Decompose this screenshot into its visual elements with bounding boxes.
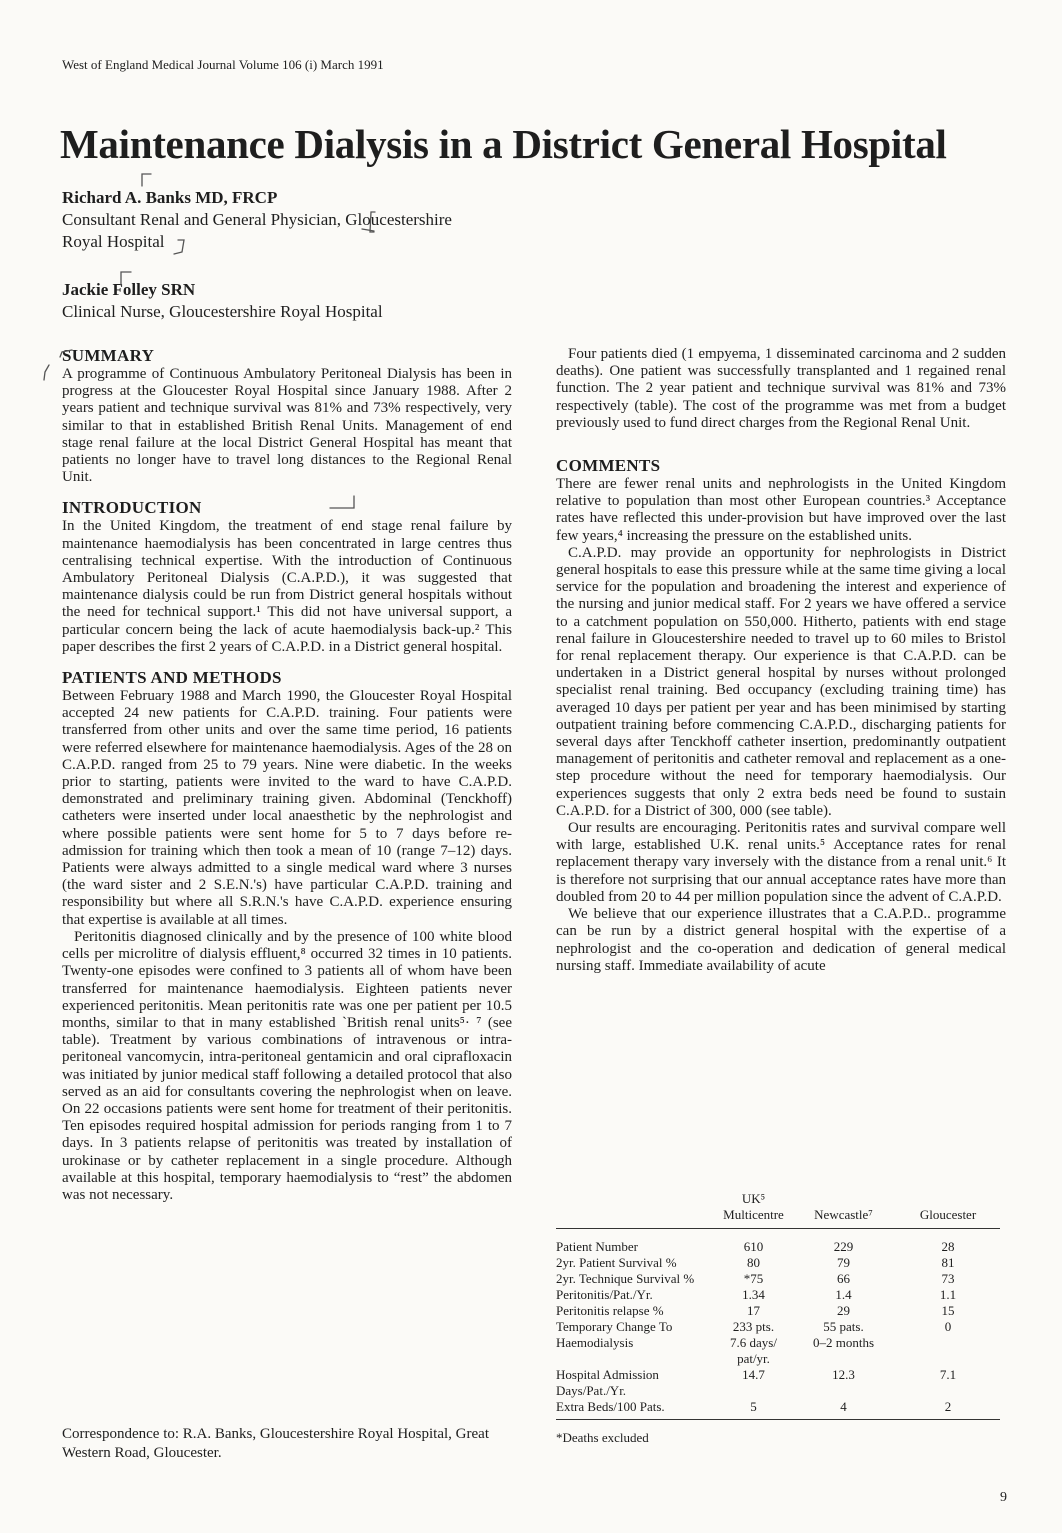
table-cell: 73: [941, 1271, 955, 1286]
author-block-2: [62, 279, 532, 323]
table-row: [556, 1229, 1000, 1256]
table-cell: 610: [743, 1239, 764, 1254]
author-affiliation-continued: Royal Hospital: [62, 232, 165, 251]
table-cell: 229: [833, 1239, 854, 1254]
table-header-row: [556, 1190, 1000, 1229]
table-cell: 1.34: [742, 1287, 765, 1302]
table-row: [556, 1367, 1000, 1399]
table-cell: 7.1: [939, 1367, 957, 1382]
author-block-1: [62, 187, 532, 253]
results-paragraph: Four patients died (1 empyema, 1 disseminated carcinoma and 2 sudden deaths). One patient was successfully transplanted and 1 regained renal function. The 2 year patient and technique survival was 81% and 73% respectively (table). The cost of the programme was met from a budget previously used to fund direct charges from the Regional Renal Unit.: [556, 346, 1006, 431]
introduction-heading: INTRODUCTION: [62, 498, 202, 518]
correspondence-note: Correspondence to: R.A. Banks, Gloucestershire Royal Hospital, Great Western Road, Gloucester.: [62, 1426, 489, 1461]
comparison-table: [556, 1190, 1000, 1420]
table-cell: 28: [941, 1239, 955, 1254]
article-title: Maintenance Dialysis in a District General Hospital: [60, 121, 947, 167]
right-column: [556, 346, 1006, 975]
table-row: [556, 1399, 1000, 1420]
running-head: West of England Medical Journal Volume 106 (i) March 1991: [62, 57, 384, 72]
table-cell: 14.7: [742, 1367, 765, 1382]
left-column: [62, 346, 512, 1204]
table-header-cell: UK⁵ Multicentre: [716, 1190, 791, 1229]
methods-paragraph: Between February 1988 and March 1990, the Gloucester Royal Hospital accepted 24 new patients for C.A.P.D. training. Four patients were transferred from other units and over the same time period, 16 patients were referred elsewhere for maintenance haemodialysis. Ages of the 28 on C.A.P.D. ranged from 25 to 79 years. Nine were diabetic. In the weeks prior to starting, patients were invited to the ward to have C.A.P.D. demonstrated and preliminary training given. Abdominal (Tenckhoff) catheters were inserted under local anaesthetic by the nephrologist and where possible patients were sent home for 5 to 7 days before re-admission for training which then took a mean of 10 (range 7–12) days. Patients were always admitted to a single medical ward where 3 nurses (the ward sister and 2 S.E.N.'s) have particular C.A.P.D. training and responsibility but where all S.R.N.'s have C.A.P.D. experience ensuring that expertise is available at all times.: [62, 688, 512, 928]
comments-heading: COMMENTS: [556, 456, 661, 476]
table-footnote: *Deaths excluded: [556, 1430, 649, 1445]
summary-heading: SUMMARY: [62, 346, 155, 365]
table-row: [556, 1255, 1000, 1271]
table-row-label: Peritonitis/Pat./Yr.: [556, 1287, 653, 1302]
table-row-label: Temporary Change To Haemodialysis: [556, 1319, 673, 1350]
table-cell: 17: [747, 1303, 760, 1318]
table-cell: 55 pats. 0–2 months: [812, 1319, 875, 1350]
bracket-mark: [44, 365, 49, 380]
table-row: [556, 1287, 1000, 1303]
table-cell: 5: [716, 1399, 791, 1420]
author-name: Richard A. Banks MD, FRCP: [62, 188, 278, 207]
table-row-label: Peritonitis relapse %: [556, 1303, 664, 1318]
table-row-label: 2yr. Patient Survival %: [556, 1255, 677, 1270]
table-cell: *75: [743, 1271, 764, 1286]
author-affiliation: Consultant Renal and General Physician, Gloucestershire: [62, 210, 452, 229]
comments-paragraph-2: C.A.P.D. may provide an opportunity for nephrologists in District general hospitals to ease this pressure while at the same time giving a local service for the population and broadening the interest and experience of the nursing and junior medical staff. For 2 years we have offered a service to a catchment population on 550,000. Hitherto, patients with end stage renal failure in Gloucestershire needed to travel up to 60 miles to Bristol for renal replacement therapy. Our experience is that C.A.P.D. can be undertaken in a District general hospital by nurses without prolonged specialist renal training. Bed occupancy (excluding training time) has averaged 10 days per patient per year and has been minimised by starting outpatient training before commencing C.A.P.D., discharging patients for several days after Tenckhoff catheter insertion, predominantly outpatient management of peritonitis and catheter removal and replacement as a one-step procedure without the need for temporary haemodialysis. Our experiences suggests that only 2 extra beds need be found to sustain C.A.P.D. for a District of 300, 000 (see table).: [556, 544, 1006, 819]
bracket-mark: [142, 174, 151, 186]
table-cell: 79: [837, 1255, 850, 1270]
table-cell: 2: [896, 1399, 1000, 1420]
table-row-label: 2yr. Technique Survival %: [556, 1271, 695, 1286]
comments-paragraph-4: We believe that our experience illustrates that a C.A.P.D.. programme can be run by a district general hospital with the expertise of a nephrologist and the co-operation and dedication of general medical nursing staff. Immediate availability of acute: [556, 906, 1006, 974]
author-affiliation: Clinical Nurse, Gloucestershire Royal Hospital: [62, 302, 383, 321]
table-row: [556, 1303, 1000, 1319]
table-row: [556, 1319, 1000, 1367]
methods-heading: PATIENTS AND METHODS: [62, 668, 282, 688]
table-cell: 12.3: [832, 1367, 855, 1382]
comments-paragraph-3: Our results are encouraging. Peritonitis rates and survival compare well with large, established U.K. renal units.⁵ Acceptance rates for renal replacement therapy vary inversely with the distance from a renal unit.⁶ It is therefore not surprising that our annual acceptance rates have more than doubled from 20 to 44 per million population since the advent of C.A.P.D.: [556, 820, 1006, 905]
peritonitis-paragraph: Peritonitis diagnosed clinically and by the presence of 100 white blood cells per microlitre of dialysis effluent,⁸ occurred 32 times in 10 patients. Twenty-one episodes were confined to 3 patients all of whom have been transferred for maintenance haemodialysis. Eighteen patients never experienced peritonitis. Mean peritonitis rate was one per patient per 10.5 months, similar to that in many established `British renal units⁵· ⁷ (see table). Treatment by various combinations of intravenous or intra-peritoneal vancomycin, intra-peritoneal gentamicin and oral ciprafloxacin was initiated by junior medical staff following a detailed protocol that also served as an aid for consultants covering the nephrologist when on leave. On 22 occasions patients were sent home for treatment of their peritonitis. Ten episodes required hospital admission for periods ranging from 1 to 7 days. In 3 patients relapse of peritonitis was treated by installation of urokinase or by catheter replacement in a single procedure. Although available at this hospital, temporary haemodialysis to “rest” the abdomen was not necessary.: [62, 928, 512, 1203]
table-row-label: Extra Beds/100 Pats.: [556, 1399, 716, 1420]
introduction-paragraph: In the United Kingdom, the treatment of end stage renal failure by maintenance haemodialysis has been concentrated in large centres thus centralising technical expertise. With the introduction of Continuous Ambulatory Peritoneal Dialysis (C.A.P.D.), it was suggested that maintenance dialysis could be run from District general hospitals without the need for technical support.¹ This did not have universal support, a particular concern being the lack of acute haemodialysis back-up.² This paper describes the first 2 years of C.A.P.D. in a District general hospital.: [62, 518, 512, 655]
table-cell: 1.1: [939, 1287, 957, 1302]
table-row-label: Hospital Admission Days/Pat./Yr.: [556, 1367, 659, 1398]
table-cell: 80: [747, 1255, 760, 1270]
table-cell: 81: [941, 1255, 955, 1270]
table-cell: 233 pts. 7.6 days/ pat/yr.: [730, 1319, 777, 1366]
table-row: [556, 1271, 1000, 1287]
table-cell: 0: [944, 1319, 952, 1334]
results-table-block: [556, 1190, 1000, 1446]
table-header-cell: Newcastle⁷: [791, 1190, 896, 1229]
table-cell: 29: [837, 1303, 850, 1318]
table-cell: 1.4: [835, 1287, 852, 1302]
table-cell: 66: [837, 1271, 850, 1286]
page-number: 9: [1000, 1490, 1007, 1505]
table-header-cell: Gloucester: [896, 1190, 1000, 1229]
table-cell: 4: [791, 1399, 896, 1420]
summary-paragraph: A programme of Continuous Ambulatory Peritoneal Dialysis has been in progress at the Gloucester Royal Hospital since January 1988. After 2 years patient and technique survival was 81% and 73% respectively, very similar to that in established British Renal Units. Management of end stage renal failure at the local District General Hospital has meant that patients no longer have to travel long distances to the Regional Renal Unit.: [62, 366, 512, 486]
table-cell: 15: [941, 1303, 955, 1318]
table-header-cell: [556, 1190, 716, 1229]
table-row-label: Patient Number: [556, 1239, 638, 1254]
comments-paragraph-1: There are fewer renal units and nephrologists in the United Kingdom relative to population than most other European countries.³ Acceptance rates have reflected this under-provision but have improved over the last few years,⁴ increasing the pressure on the established units.: [556, 476, 1006, 544]
author-name: Jackie Folley SRN: [62, 280, 196, 299]
